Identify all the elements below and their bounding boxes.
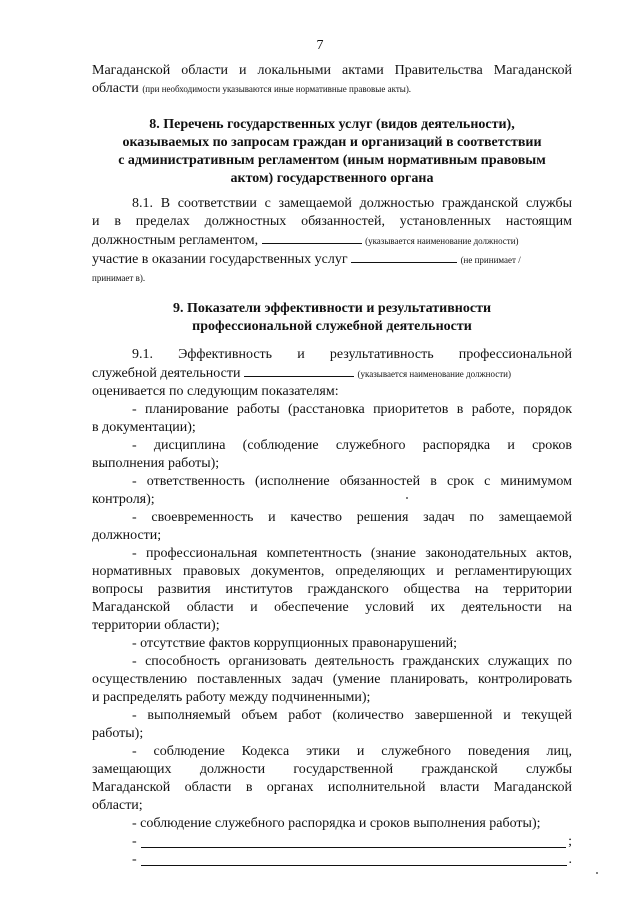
text-line: должности; [92, 528, 162, 543]
list-item [92, 473, 572, 509]
text-line: 8.1. В соответствии с замещаемой должностью гражданской службы [132, 196, 572, 211]
note-span: (указывается наименование должности) [365, 236, 519, 246]
text-line: - дисциплина (соблюдение служебного распорядка и сроков [132, 438, 572, 453]
blank-field[interactable] [141, 835, 566, 848]
text-line: в документации); [92, 420, 196, 435]
dash-mark: - [132, 834, 137, 849]
text-line: - выполняемый объем работ (количество завершенной и текущей [132, 708, 572, 723]
note-span: (при необходимости указываются иные нормативные правовые акты). [142, 84, 412, 94]
heading-line: с административным регламентом (иным нормативным правовым [118, 153, 546, 168]
scan-speck [596, 872, 598, 874]
heading-line: 9. Показатели эффективности и результативности [172, 301, 492, 316]
blank-lines [92, 833, 572, 869]
intro-paragraph [92, 62, 572, 98]
heading-line: 8. Перечень государственных услуг (видов деятельности), [149, 117, 515, 132]
text-line: Магаданской области в органах исполнительной власти Магаданской [92, 780, 572, 795]
text-line: и в пределах должностных обязанностей, установленных настоящим [92, 214, 572, 229]
text-line: - ответственность (исполнение обязанностей в срок с минимумом [132, 474, 572, 489]
text-line: области; [92, 798, 143, 813]
text-line [92, 250, 572, 269]
list-item [92, 743, 572, 815]
blank-field[interactable] [141, 853, 567, 866]
text-span: служебной деятельности [92, 366, 241, 381]
text-line: Магаданской области и локальными актами Правительства Магаданской [92, 63, 572, 78]
text-line: - способность организовать деятельность гражданских служащих по [132, 654, 572, 669]
blank-line [92, 851, 572, 869]
section-9-paragraph [92, 346, 572, 869]
text-line: нормативных правовых документов, определяющих и регламентирующих [92, 564, 572, 579]
section-8-heading [92, 116, 572, 188]
blank-field[interactable] [262, 231, 362, 244]
heading-line: профессиональной служебной деятельности [192, 319, 472, 334]
heading-line: актом) государственного органа [230, 171, 434, 186]
text-span: области [92, 81, 139, 96]
note-span: (указывается наименование должности) [357, 369, 511, 379]
text-line: работы); [92, 726, 144, 741]
note-span: (не принимает / [460, 255, 521, 265]
list-item [92, 653, 572, 707]
text-line: контроля); [92, 492, 155, 507]
scan-speck [406, 497, 408, 499]
section-8-paragraph [92, 195, 572, 287]
list-item [92, 815, 572, 833]
text-line: - своевременность и качество решения задач по замещаемой [132, 510, 572, 525]
section-9-heading [92, 300, 572, 336]
text-line: 9.1. Эффективность и результативность профессиональной [132, 347, 572, 362]
text-line: - отсутствие фактов коррупционных правонарушений; [132, 636, 458, 651]
blank-field[interactable] [244, 364, 354, 377]
text-line [92, 364, 572, 383]
text-line: и распределять работу между подчиненными); [92, 690, 371, 705]
text-line: выполнения работы); [92, 456, 220, 471]
text-line: - соблюдение служебного распорядка и сроков выполнения работы); [132, 816, 541, 831]
text-span: должностным регламентом, [92, 233, 259, 248]
text-line: - планирование работы (расстановка приоритетов в работе, порядок [132, 402, 572, 417]
text-line [92, 80, 572, 98]
list-item [92, 437, 572, 473]
text-line: замещающих должности государственной гражданской службы [92, 762, 572, 777]
text-line: Магаданской области и обеспечение условий их деятельности на [92, 600, 572, 615]
heading-line: оказываемых по запросам граждан и организаций в соответствии [122, 135, 542, 150]
list-item [92, 707, 572, 743]
text-line: вопросы развития институтов гражданского общества на территории [92, 582, 572, 597]
text-line: территории области); [92, 618, 220, 633]
blank-field[interactable] [351, 250, 457, 263]
blank-line [92, 833, 572, 851]
list-item [92, 401, 572, 437]
dash-mark: - [132, 852, 137, 867]
note-line: принимает в). [92, 273, 146, 283]
list-item [92, 509, 572, 545]
text-line [92, 231, 572, 250]
text-span: участие в оказании государственных услуг [92, 252, 348, 267]
text-line: - соблюдение Кодекса этики и служебного поведения лиц, [132, 744, 572, 759]
list-item [92, 635, 572, 653]
text-line: осуществлению поставленных задач (умение планировать, контролировать [92, 672, 572, 687]
text-line: оценивается по следующим показателям: [92, 384, 339, 399]
end-punct: . [568, 852, 572, 867]
indicator-list [92, 401, 572, 833]
end-punct: ; [568, 834, 572, 849]
text-line: - профессиональная компетентность (знание законодательных актов, [132, 546, 572, 561]
list-item [92, 545, 572, 635]
page-number: 7 [316, 38, 324, 53]
